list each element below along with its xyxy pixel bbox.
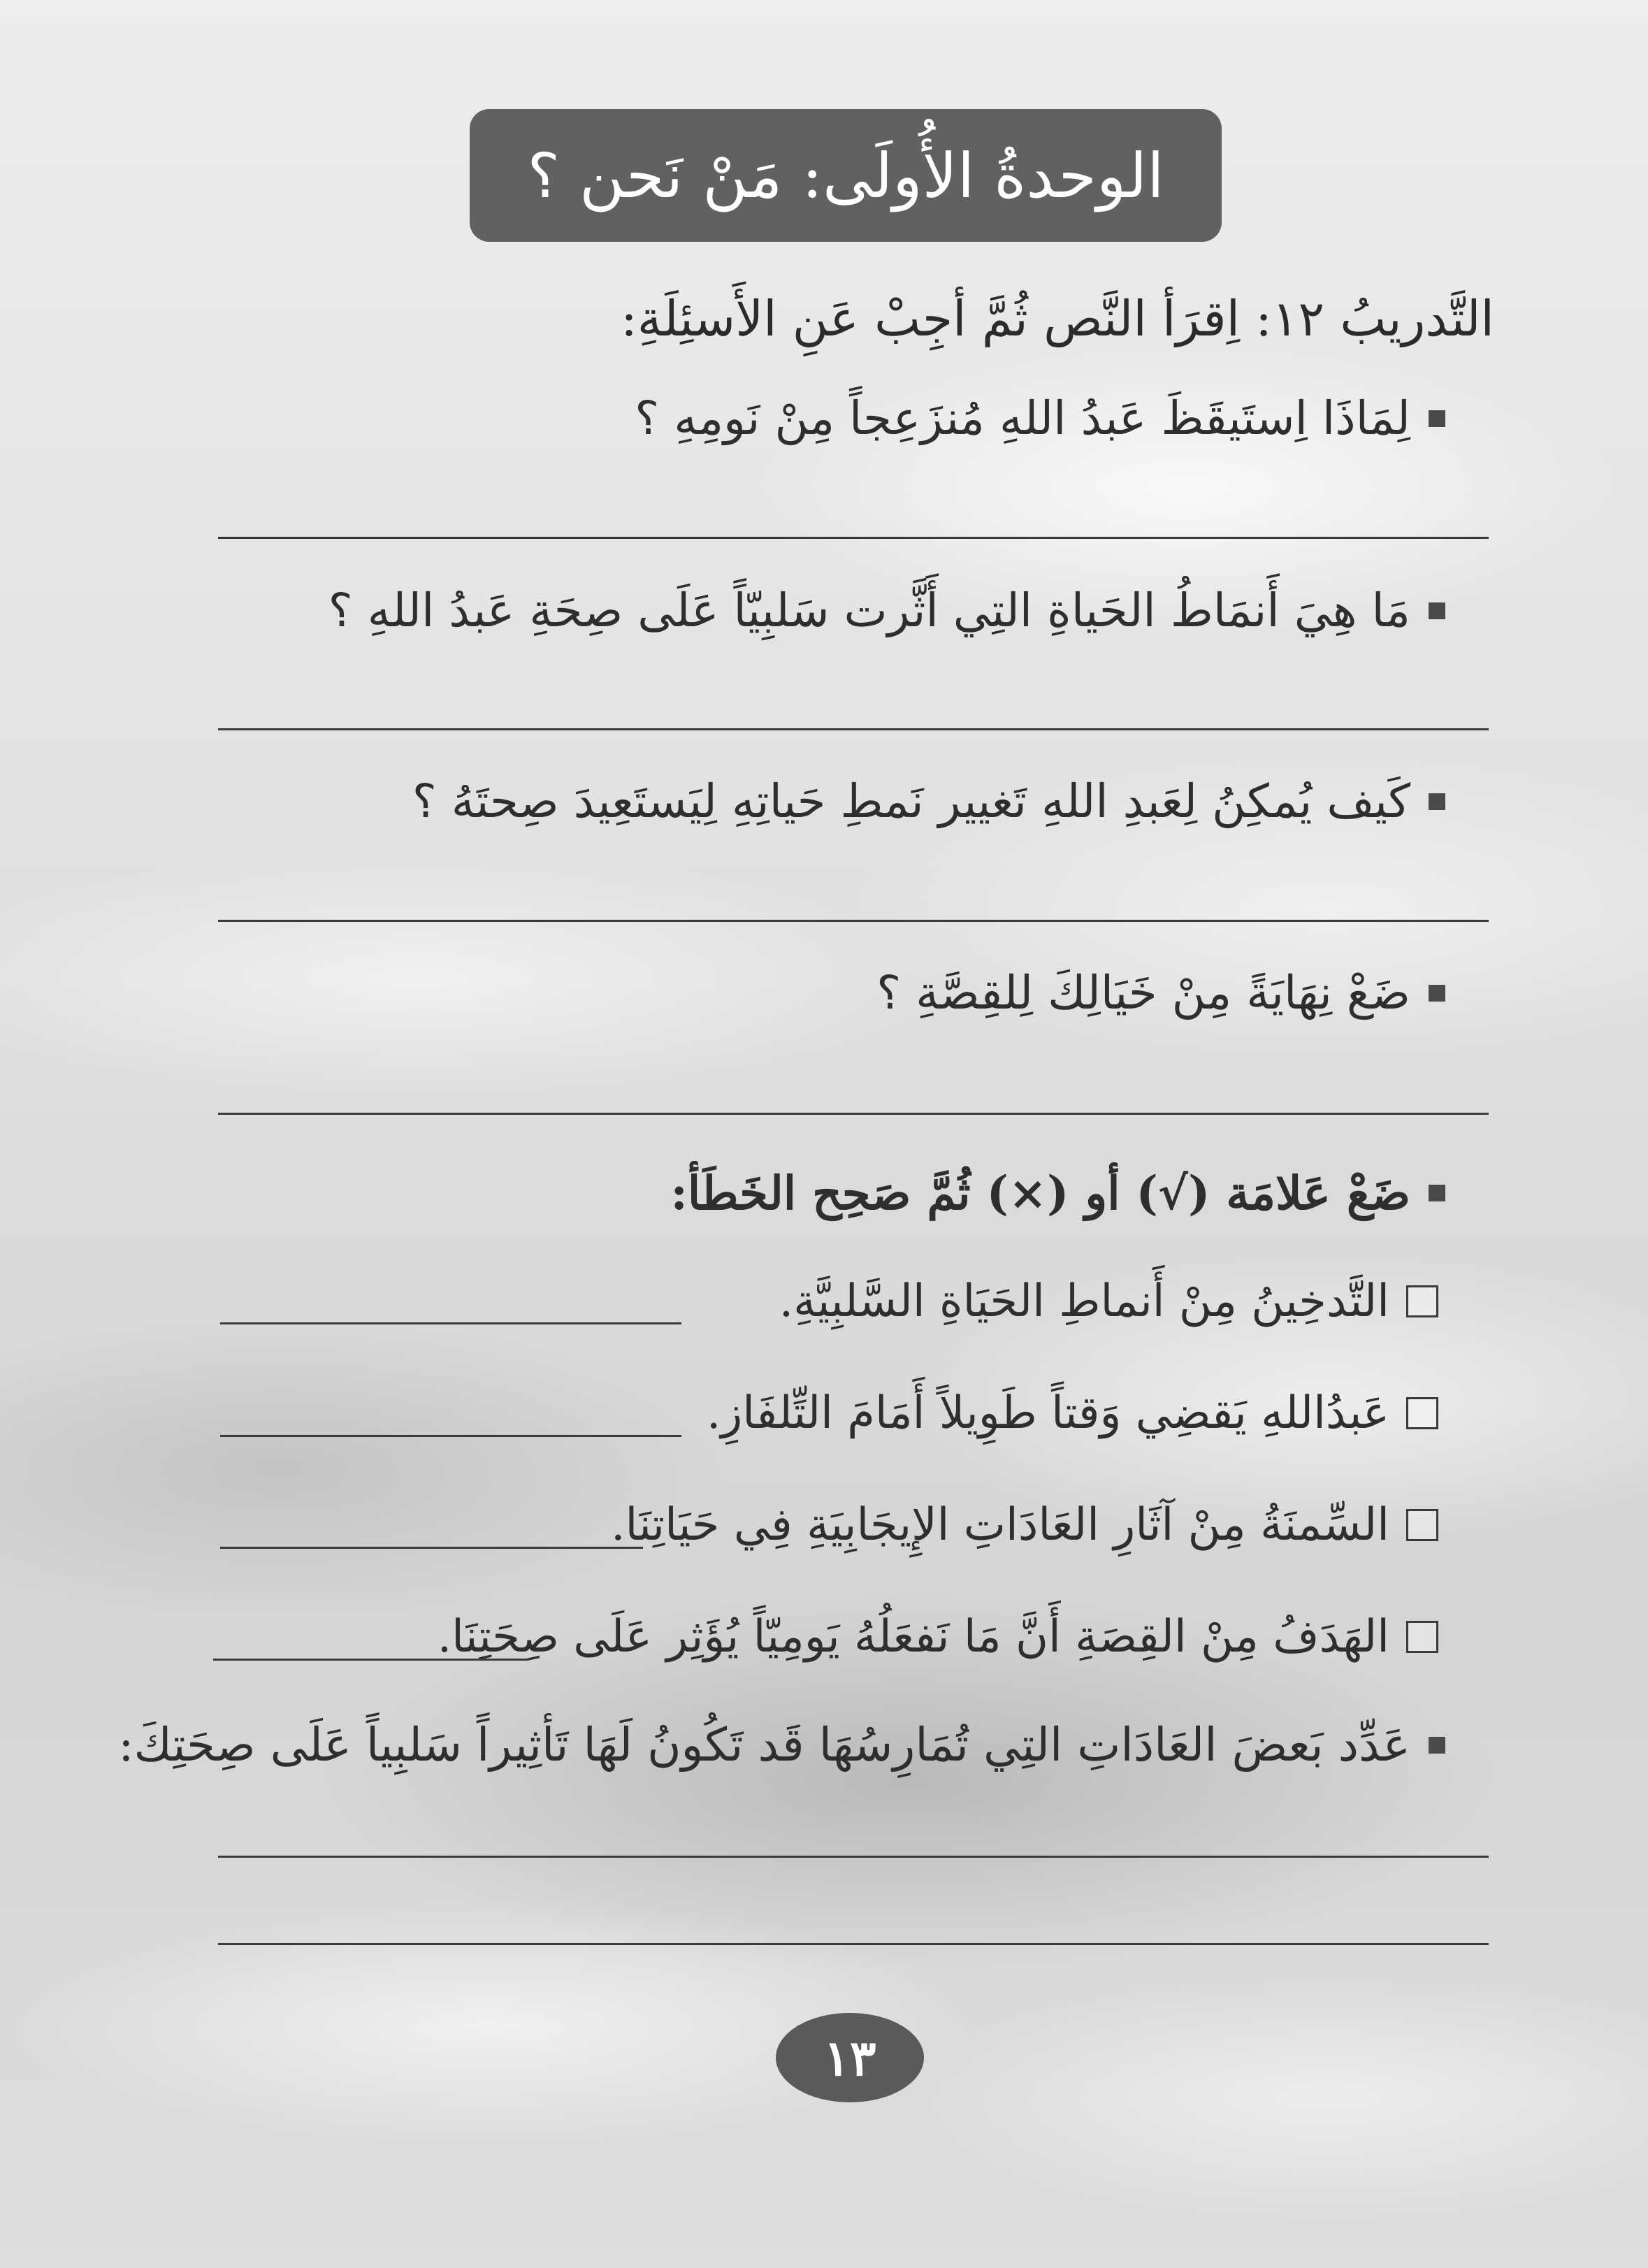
question-text: مَا هِيَ أَنمَاطُ الحَياةِ التِي أَثَّرت سَلبِيّاً عَلَى صِحَةِ عَبدُ اللهِ ؟ <box>328 584 1410 637</box>
statement-text: الهَدَفُ مِنْ القِصَةِ أَنَّ مَا نَفعَلُهُ يَومِيّاً يُؤَثِر عَلَى صِحَتِنَا. <box>437 1611 1389 1663</box>
question-1 <box>635 391 1445 445</box>
square-bullet-icon <box>1429 793 1445 810</box>
correction-line-4[interactable] <box>213 1659 528 1661</box>
statement-text: التَّدخِينُ مِنْ أَنماطِ الحَيَاةِ السَّلبِيَّةِ. <box>779 1276 1389 1327</box>
question-2 <box>328 584 1445 637</box>
square-bullet-icon <box>1429 985 1445 1002</box>
checkbox[interactable] <box>1406 1621 1438 1653</box>
correction-line-1[interactable] <box>220 1322 681 1324</box>
correction-line-2[interactable] <box>220 1435 681 1437</box>
question-text: كَيف يُمكِنُ لِعَبدِ اللهِ تَغيير نَمطِ حَياتِهِ لِيَستَعِيدَ صِحتَهُ ؟ <box>412 774 1410 828</box>
true-false-heading-text: ضَعْ عَلامَة (√) أو (×) ثُمَّ صَحِح الخَطَأ: <box>670 1166 1410 1220</box>
unit-title-banner <box>470 109 1222 242</box>
question-3 <box>412 774 1445 828</box>
answer-line-1[interactable] <box>218 537 1489 539</box>
question-4 <box>876 966 1445 1020</box>
square-bullet-icon <box>1429 602 1445 619</box>
checkbox[interactable] <box>1406 1285 1438 1317</box>
true-false-heading <box>670 1166 1445 1220</box>
true-false-item-3 <box>611 1499 1438 1551</box>
answer-line-6[interactable] <box>218 1943 1489 1945</box>
checkbox[interactable] <box>1406 1397 1438 1429</box>
page-number: ١٣ <box>776 2013 924 2102</box>
question-text: ضَعْ نِهَايَةً مِنْ خَيَالِكَ لِلقِصَّةِ ؟ <box>876 966 1410 1020</box>
checkbox[interactable] <box>1406 1509 1438 1541</box>
final-question-text: عَدِّد بَعضَ العَادَاتِ التِي تُمَارِسُهَا قَد تَكُونُ لَهَا تَأثِيراً سَلبِياً عَلَى صِحَتِكَ: <box>118 1718 1410 1772</box>
square-bullet-icon <box>1429 1185 1445 1201</box>
statement-text: عَبدُاللهِ يَقضِي وَقتاً طَوِيلاً أَمَامَ التِّلفَازِ. <box>706 1387 1389 1439</box>
true-false-item-1 <box>779 1276 1438 1327</box>
unit-title: الوحدةُ الأُولَى: مَنْ نَحن ؟ <box>527 139 1164 212</box>
true-false-item-2 <box>707 1387 1438 1439</box>
statement-text: السِّمنَةُ مِنْ آثَارِ العَادَاتِ الإِيجَابِيَةِ فِي حَيَاتِنَا. <box>611 1499 1389 1551</box>
square-bullet-icon <box>1429 410 1445 427</box>
answer-line-2[interactable] <box>218 728 1489 730</box>
exercise-instruction: التَّدريبُ ١٢: اِقرَأ النَّص ثُمَّ أجِبْ عَنِ الأَسئِلَةِ: <box>621 290 1494 347</box>
square-bullet-icon <box>1429 1737 1445 1754</box>
final-question <box>118 1718 1445 1772</box>
answer-line-3[interactable] <box>218 920 1489 922</box>
correction-line-3[interactable] <box>220 1547 643 1549</box>
answer-line-4[interactable] <box>218 1113 1489 1115</box>
true-false-item-4 <box>438 1611 1438 1663</box>
question-text: لِمَاذَا اِستَيقَظَ عَبدُ اللهِ مُنزَعِجاً مِنْ نَومِهِ ؟ <box>635 391 1410 445</box>
answer-line-5[interactable] <box>218 1856 1489 1858</box>
